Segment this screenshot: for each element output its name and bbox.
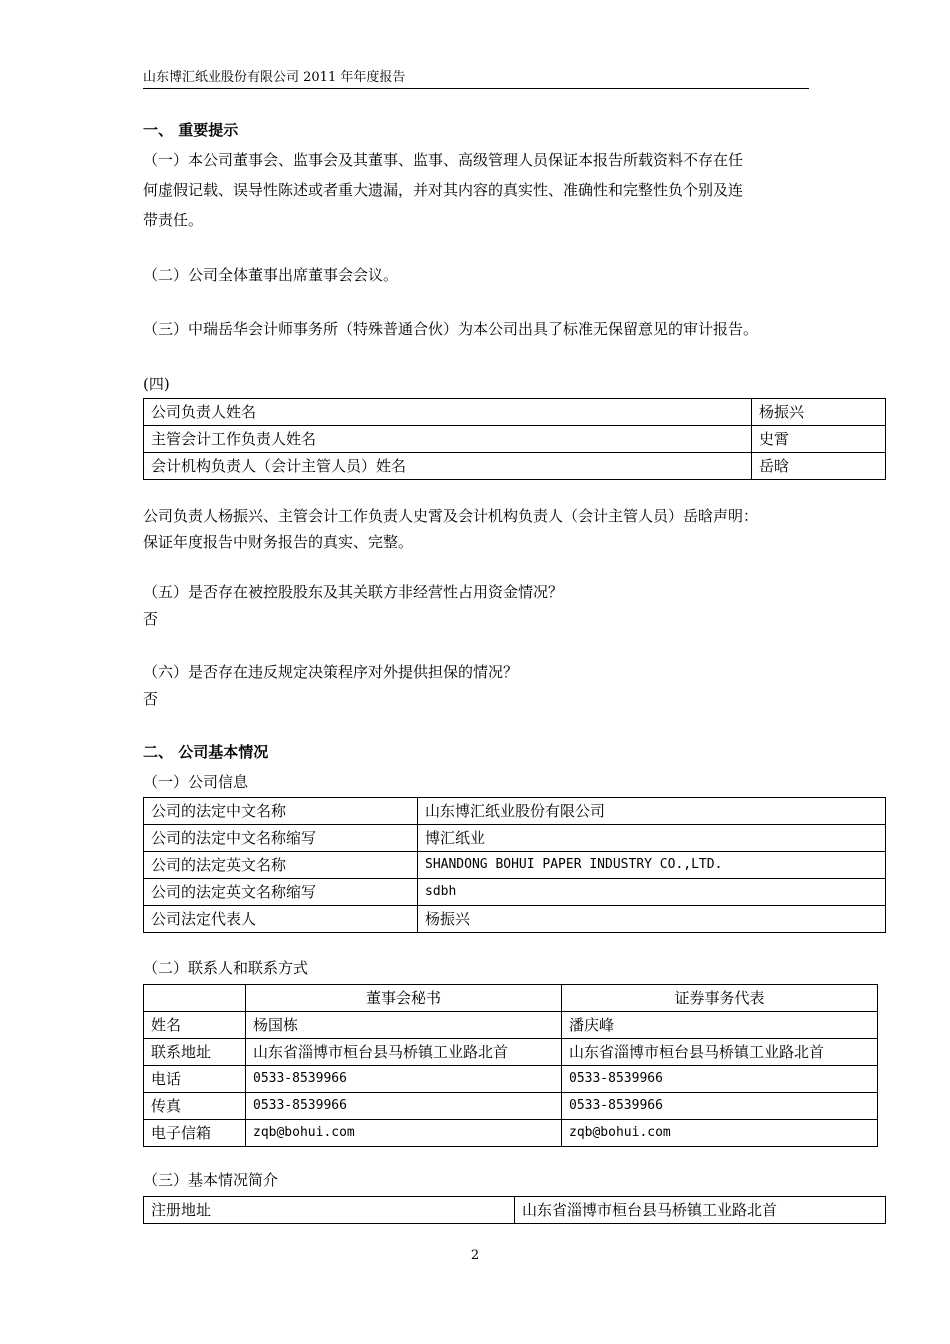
table-row [144, 1066, 878, 1093]
answer-5: 否 [143, 610, 159, 628]
header-cell-rep: 证券事务代表 [562, 985, 878, 1012]
paragraph-4-label: (四) [143, 375, 170, 393]
rep-value: 山东省淄博市桓台县马桥镇工业路北首 [562, 1039, 878, 1066]
question-6: （六）是否存在违反规定决策程序对外提供担保的情况？ [143, 663, 519, 681]
table-row [144, 426, 886, 453]
subsection-contacts: （二）联系人和联系方式 [143, 959, 309, 977]
table-row [144, 879, 886, 906]
rep-value: 潘庆峰 [562, 1012, 878, 1039]
secretary-value: 0533-8539966 [246, 1066, 562, 1093]
header-divider [143, 88, 809, 89]
paragraph-2: （二）公司全体董事出席董事会会议。 [143, 266, 399, 284]
secretary-value: zqb@bohui.com [246, 1120, 562, 1147]
rep-value: 0533-8539966 [562, 1093, 878, 1120]
info-value: 博汇纸业 [418, 825, 886, 852]
info-label: 公司的法定中文名称 [144, 798, 418, 825]
contact-label: 姓名 [144, 1012, 246, 1039]
info-value: 山东博汇纸业股份有限公司 [418, 798, 886, 825]
paragraph-1-line-2: 何虚假记载、误导性陈述或者重大遗漏，并对其内容的真实性、准确性和完整性负个别及连 [143, 181, 744, 199]
contact-label: 电话 [144, 1066, 246, 1093]
basic-info-value: 山东省淄博市桓台县马桥镇工业路北首 [515, 1197, 886, 1224]
person-value: 岳晗 [752, 453, 886, 480]
table-row [144, 798, 886, 825]
info-value: 杨振兴 [418, 906, 886, 933]
info-label: 公司的法定英文名称缩写 [144, 879, 418, 906]
statement-line-1: 公司负责人杨振兴、主管会计工作负责人史霄及会计机构负责人（会计主管人员）岳晗声明： [143, 507, 759, 525]
contact-label: 联系地址 [144, 1039, 246, 1066]
secretary-value: 山东省淄博市桓台县马桥镇工业路北首 [246, 1039, 562, 1066]
table-row [144, 1039, 878, 1066]
section-1-heading: 一、 重要提示 [143, 121, 239, 139]
contacts-table [143, 984, 878, 1147]
person-value: 杨振兴 [752, 399, 886, 426]
rep-value: 0533-8539966 [562, 1066, 878, 1093]
section-2-heading: 二、 公司基本情况 [143, 743, 269, 761]
table-row [144, 852, 886, 879]
table-row [144, 825, 886, 852]
person-label: 主管会计工作负责人姓名 [144, 426, 752, 453]
table-row [144, 453, 886, 480]
table-row [144, 1012, 878, 1039]
subsection-basic-info: （三）基本情况简介 [143, 1171, 279, 1189]
person-label: 会计机构负责人（会计主管人员）姓名 [144, 453, 752, 480]
info-label: 公司的法定英文名称 [144, 852, 418, 879]
person-value: 史霄 [752, 426, 886, 453]
question-5: （五）是否存在被控股股东及其关联方非经营性占用资金情况？ [143, 583, 564, 601]
paragraph-3: （三）中瑞岳华会计师事务所（特殊普通合伙）为本公司出具了标准无保留意见的审计报告。 [143, 320, 759, 338]
secretary-value: 杨国栋 [246, 1012, 562, 1039]
paragraph-1-line-3: 带责任。 [143, 211, 204, 229]
basic-info-table [143, 1196, 886, 1224]
subsection-company-info: （一）公司信息 [143, 773, 249, 791]
company-info-table [143, 797, 886, 933]
secretary-value: 0533-8539966 [246, 1093, 562, 1120]
table-row [144, 906, 886, 933]
table-header-row [144, 985, 878, 1012]
table-row [144, 1093, 878, 1120]
table-row [144, 1197, 886, 1224]
rep-value: zqb@bohui.com [562, 1120, 878, 1147]
page-number: 2 [470, 1248, 480, 1263]
paragraph-1-line-1: （一）本公司董事会、监事会及其董事、监事、高级管理人员保证本报告所载资料不存在任 [143, 151, 744, 169]
info-label: 公司法定代表人 [144, 906, 418, 933]
contact-label: 传真 [144, 1093, 246, 1120]
responsible-persons-table [143, 398, 886, 480]
table-row [144, 1120, 878, 1147]
header-cell-empty [144, 985, 246, 1012]
basic-info-label: 注册地址 [144, 1197, 515, 1224]
person-label: 公司负责人姓名 [144, 399, 752, 426]
table-row [144, 399, 886, 426]
answer-6: 否 [143, 690, 159, 708]
info-value: sdbh [418, 879, 886, 906]
statement-line-2: 保证年度报告中财务报告的真实、完整。 [143, 533, 414, 551]
info-value: SHANDONG BOHUI PAPER INDUSTRY CO.,LTD. [418, 852, 886, 879]
info-label: 公司的法定中文名称缩写 [144, 825, 418, 852]
contact-label: 电子信箱 [144, 1120, 246, 1147]
report-header: 山东博汇纸业股份有限公司 2011 年年度报告 [143, 70, 406, 85]
header-cell-secretary: 董事会秘书 [246, 985, 562, 1012]
